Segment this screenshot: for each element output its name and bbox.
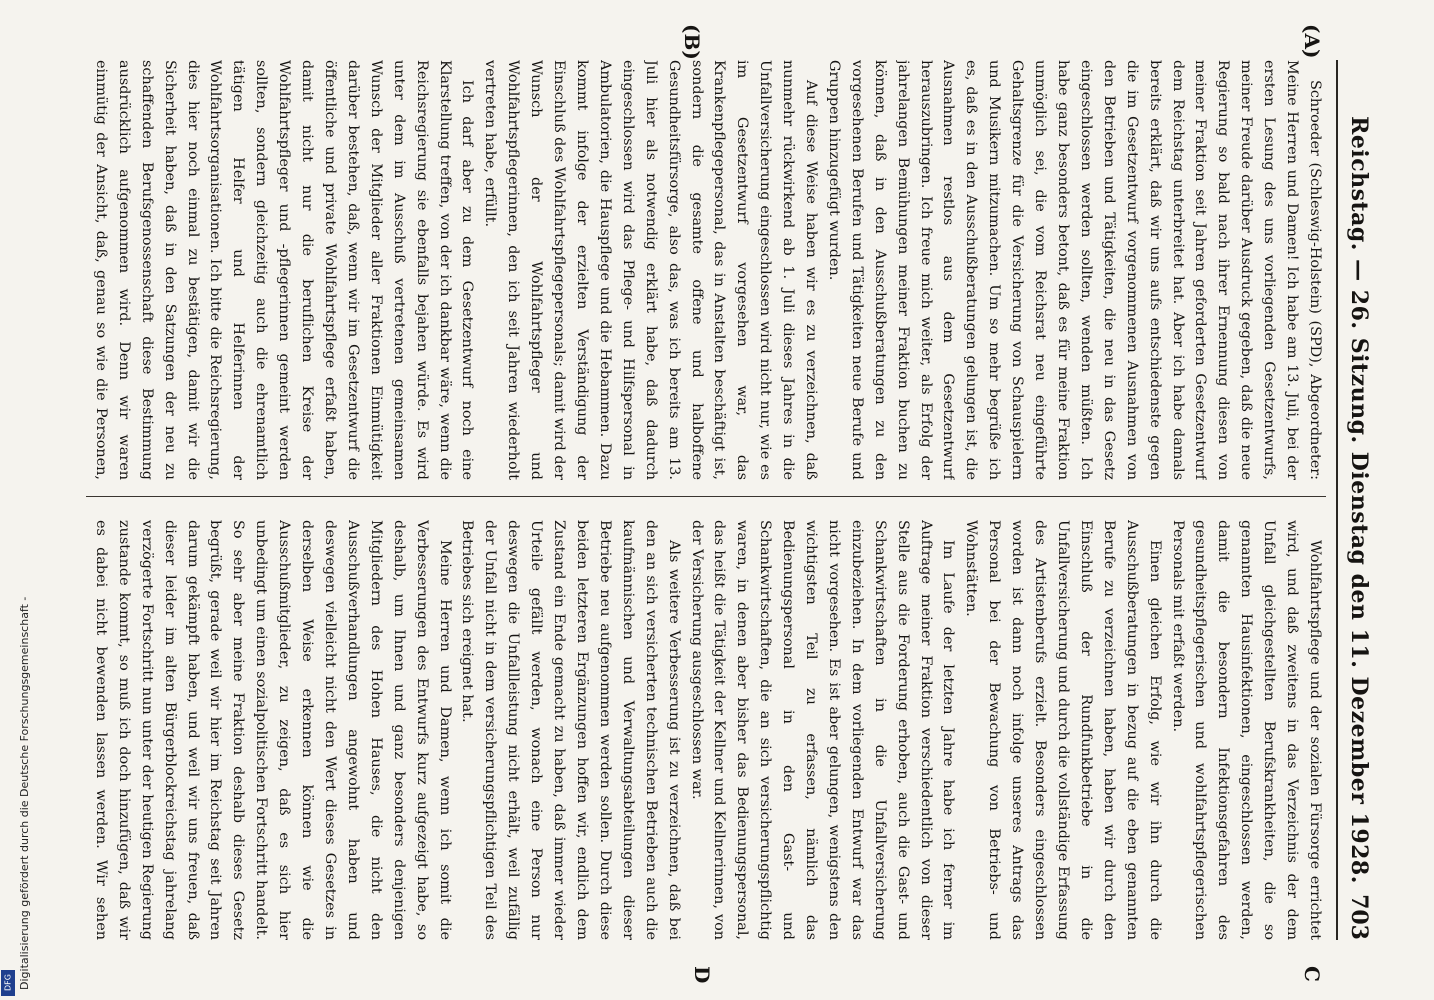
margin-marker-d: D — [690, 966, 714, 984]
right-paragraph: Im Laufe der letzten Jahre habe ich ferner im Auftrage meiner Fraktion verschiedentlich von dieser Stelle aus die Forderung erhoben, auch die Gast- und Schankwirtschaften in die Unfallversicherung einzubeziehen. In dem vorliegenden Entwurf war das nicht vorgesehen. Es ist aber gelungen, wenigstens den wichtigsten Teil zu erfassen, nämlich das Bedienungspersonal in den Gast- und Schankwirtschaften, die an sich versicherungspflichtig waren, in denen aber bisher das Bedienungspersonal, das heißt die Tätigkeit der Kellner und Kellnerinnen, von der Versicherung ausgeschlossen war. — [688, 520, 957, 940]
left-paragraph: Ich darf aber zu dem Gesetzentwurf noch eine Klarstellung treffen, von der ich dankbar wäre, wenn die Reichsregierung sie ebenfalls bejahen würde. Es wird unter dem im Ausschuß vertretenen gemeinsamen Wunsch der Mitglieder aller Fraktionen Einmütigkeit darüber bestehen, daß, wenn wir im Gesetzentwurf die öffentliche und private Wohlfahrtspflege erfaßt haben, damit nicht nur die beruflichen Kreise der Wohlfahrtspfleger und -pflegerinnen gemeint werden sollten, sondern gleichzeitig auch die ehrenamtlich tätigen Helfer und Helferinnen der Wohlfahrtsorganisationen. Ich bitte die Reichsregierung, dies hier noch einmal zu bestätigen, damit wir die Sicherheit haben, daß in den Satzungen der neu zu schaffenden Berufsgenossenschaft diese Bestimmung ausdrücklich aufgenommen wird. Denn wir waren einmütig der Ansicht, daß, genau so wie die Personen, — [92, 60, 476, 480]
right-paragraph: Meine Herren und Damen, wenn ich somit die Verbesserungen des Entwurfs kurz aufgezeigt habe, so deshalb, um Ihnen und ganz besonders denjenigen Mitgliedern des Hohen Hauses, die nicht den Ausschußverhandlungen angewohnt haben und deswegen vielleicht nicht den Wert dieses Gesetzes in derselben Weise erkennen können wie die Ausschußmitglieder, zu zeigen, daß es sich hier unbedingt um einen sozialpolitischen Fortschritt handelt. So sehr aber meine Fraktion deshalb dieses Gesetz begrüßt, gerade weil wir hier im Reichstag seit Jahren darum gekämpft haben, und weil wir uns freuen, daß dieser leider im alten Bürgerblockreichstag jahrelang verzögerte Fortschritt nun unter der heutigen Regierung zustande kommt, so muß ich doch hinzufügen, daß wir es dabei nicht bewenden lassen werden. Wir sehen — [92, 520, 453, 940]
page-header — [1336, 60, 1378, 940]
left-column — [86, 60, 1326, 480]
page-title: Reichstag. — 26. Sitzung. Dienstag den 11. Dezember 1928. — [1346, 116, 1372, 884]
right-column — [86, 520, 1326, 940]
margin-marker-b: (B) — [680, 24, 704, 60]
left-paragraph: Schroeder (Schleswig-Holstein) (SPD), Abgeordneter: Meine Herren und Damen! Ich habe am 13. Juli, bei der ersten Lesung des uns vorliegenden Gesetzentwurfs, meiner Freude darüber Ausdruck gegeben, daß die neue Regierung so bald nach ihrer Ernennung diesen von meiner Fraktion seit Jahren geforderten Gesetzentwurf dem Reichstag unterbreitet hat. Aber ich habe damals bereits erklärt, daß wir uns aufs entschiedenste gegen die im Gesetzentwurf vorgenommenen Ausnahmen von den Betrieben und Tätigkeiten, die neu in das Gesetz eingeschlossen werden sollten, wenden müßten. Ich habe ganz besonders betont, daß es für meine Fraktion unmöglich sei, die vom Reichsrat neu eingeführte Gehaltsgrenze für die Versicherung von Schauspielern und Musikern mitzumachen. Um so mehr begrüße ich es, daß es in den Ausschußberatungen gelungen ist, die Ausnahmen restlos aus dem Gesetzentwurf herauszubringen. Ich freue mich weiter, als Erfolg der jahrelangen Bemühungen meiner Fraktion buchen zu können, daß in den Ausschußberatungen zu den vorgesehenen Berufen und Tätigkeiten neue Berufe und Gruppen hinzugefügt wurden. — [825, 60, 1323, 480]
column-divider — [86, 496, 1326, 497]
right-paragraph: Als weitere Verbesserung ist zu verzeichnen, daß bei den an sich versicherten technischen Betrieben auch die kaufmännischen und Verwaltungsabteilungen dieser Betriebe neu aufgenommen werden sollen. Durch diese beiden letzteren Ergänzungen hoffen wir, endlich dem Zustand ein Ende gemacht zu haben, daß immer wieder Urteile gefällt werden, wonach eine Person nur deswegen die Unfallleistung nicht erhält, weil zufällig der Unfall nicht in dem versicherungspflichtigen Teil des Betriebes sich ereignet hat. — [459, 520, 682, 940]
margin-marker-a: (A) — [1300, 24, 1324, 59]
digitization-text: Digitalisierung gefördert durch die Deutsche Forschungsgemeinschaft - — [18, 596, 31, 990]
right-paragraph: Einen gleichen Erfolg, wie wir ihn durch die Ausschußberatungen in bezug auf die eben genannten Berufe zu verzeichnen haben, haben wir durch den Einschluß der Rundfunkbetriebe in die Unfallversicherung und durch die vollständige Erfassung des Artistenberufs erzielt. Besonders eingeschlossen worden ist dann noch infolge unseres Antrags das Personal bei der Bewachung von Betriebs- und Wohnstätten. — [963, 520, 1163, 940]
digitization-note — [4, 0, 31, 1000]
right-paragraph: Wohlfahrtspflege und der sozialen Fürsorge errichtet wird, und daß zweitens in das Verzeichnis der dem Unfall gleichgestellten Berufskrankheiten, die so genannten Hausinfektionen, eingeschlossen werden, damit die besondern Infektionsgefahren des gesundheitspflegerischen und wohlfahrtspflegerischen Personals mit erfaßt werden. — [1169, 520, 1323, 940]
margin-marker-c: C — [1300, 966, 1324, 982]
page-number: 703 — [1346, 894, 1372, 940]
left-paragraph: Auf diese Weise haben wir es zu verzeichnen, daß nunmehr rückwirkend ab 1. Juli dieses Jahres in die Unfallversicherung eingeschlossen wird nicht nur, wie es im Gesetzentwurf vorgesehen war, das Krankenpflegepersonal, das in Anstalten beschäftigt ist, sondern die gesamte offene und halboffene Gesundheitsfürsorge, also das, was ich bereits am 13. Juli hier als notwendig erklärt habe, daß dadurch eingeschlossen wird das Pflege- und Hilfspersonal in Ambulatorien, die Hauspflege und die Hebammen. Dazu kommt infolge der erzielten Verständigung der Einschluß des Wohlfahrtspflegepersonals; damit wird der Wunsch der Wohlfahrtspfleger und Wohlfahrtspflegerinnen, den ich seit Jahren wiederholt vertreten habe, erfüllt. — [482, 60, 820, 480]
dfg-logo: DFG — [1, 970, 15, 996]
